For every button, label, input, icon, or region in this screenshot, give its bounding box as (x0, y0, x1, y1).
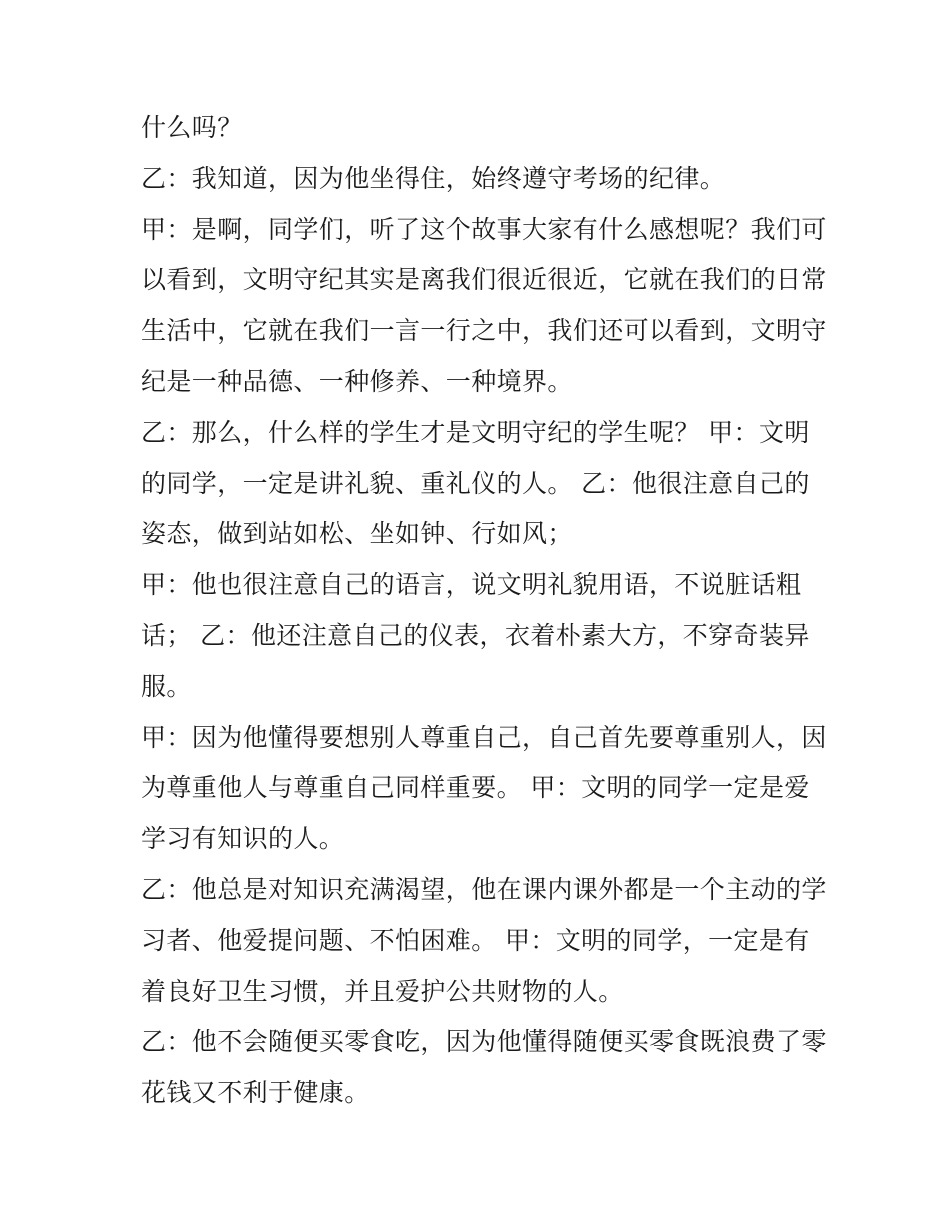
text-line: 乙：他总是对知识充满渴望，他在课内课外都是一个主动的学 (141, 874, 827, 904)
text-line: 乙：他不会随便买零食吃，因为他懂得随便买零食既浪费了零 (141, 1027, 827, 1057)
text-line: 姿态，做到站如松、坐如钟、行如风； (141, 519, 573, 549)
text-line: 着良好卫生习惯，并且爱护公共财物的人。 (141, 976, 624, 1006)
text-line: 花钱又不利于健康。 (141, 1078, 370, 1108)
text-line: 话； 乙：他还注意自己的仪表，衣着朴素大方，不穿奇装异 (141, 620, 810, 650)
text-line: 服。 (141, 671, 192, 701)
text-line: 乙：我知道，因为他坐得住，始终遵守考场的纪律。 (141, 163, 726, 193)
text-line: 以看到，文明守纪其实是离我们很近很近，它就在我们的日常 (141, 265, 827, 295)
text-line: 学习有知识的人。 (141, 824, 345, 854)
text-line: 纪是一种品德、一种修养、一种境界。 (141, 366, 573, 396)
text-line: 什么吗？ (141, 113, 243, 142)
text-line: 为尊重他人与尊重自己同样重要。 甲：文明的同学一定是爱 (141, 773, 810, 803)
text-line: 习者、他爱提问题、不怕困难。 甲：文明的同学，一定是有 (141, 925, 810, 955)
text-line: 甲：他也很注意自己的语言，说文明礼貌用语，不说脏话粗 (141, 570, 802, 600)
document-body (141, 103, 827, 1119)
text-line: 甲：因为他懂得要想别人尊重自己，自己首先要尊重别人，因 (141, 722, 827, 752)
text-line: 甲：是啊，同学们，听了这个故事大家有什么感想呢？我们可 (141, 214, 827, 244)
text-line: 的同学，一定是讲礼貌、重礼仪的人。 乙：他很注意自己的 (141, 468, 810, 498)
text-line: 乙：那么，什么样的学生才是文明守纪的学生呢？ 甲：文明 (141, 417, 810, 447)
text-line: 生活中，它就在我们一言一行之中，我们还可以看到，文明守 (141, 316, 827, 346)
